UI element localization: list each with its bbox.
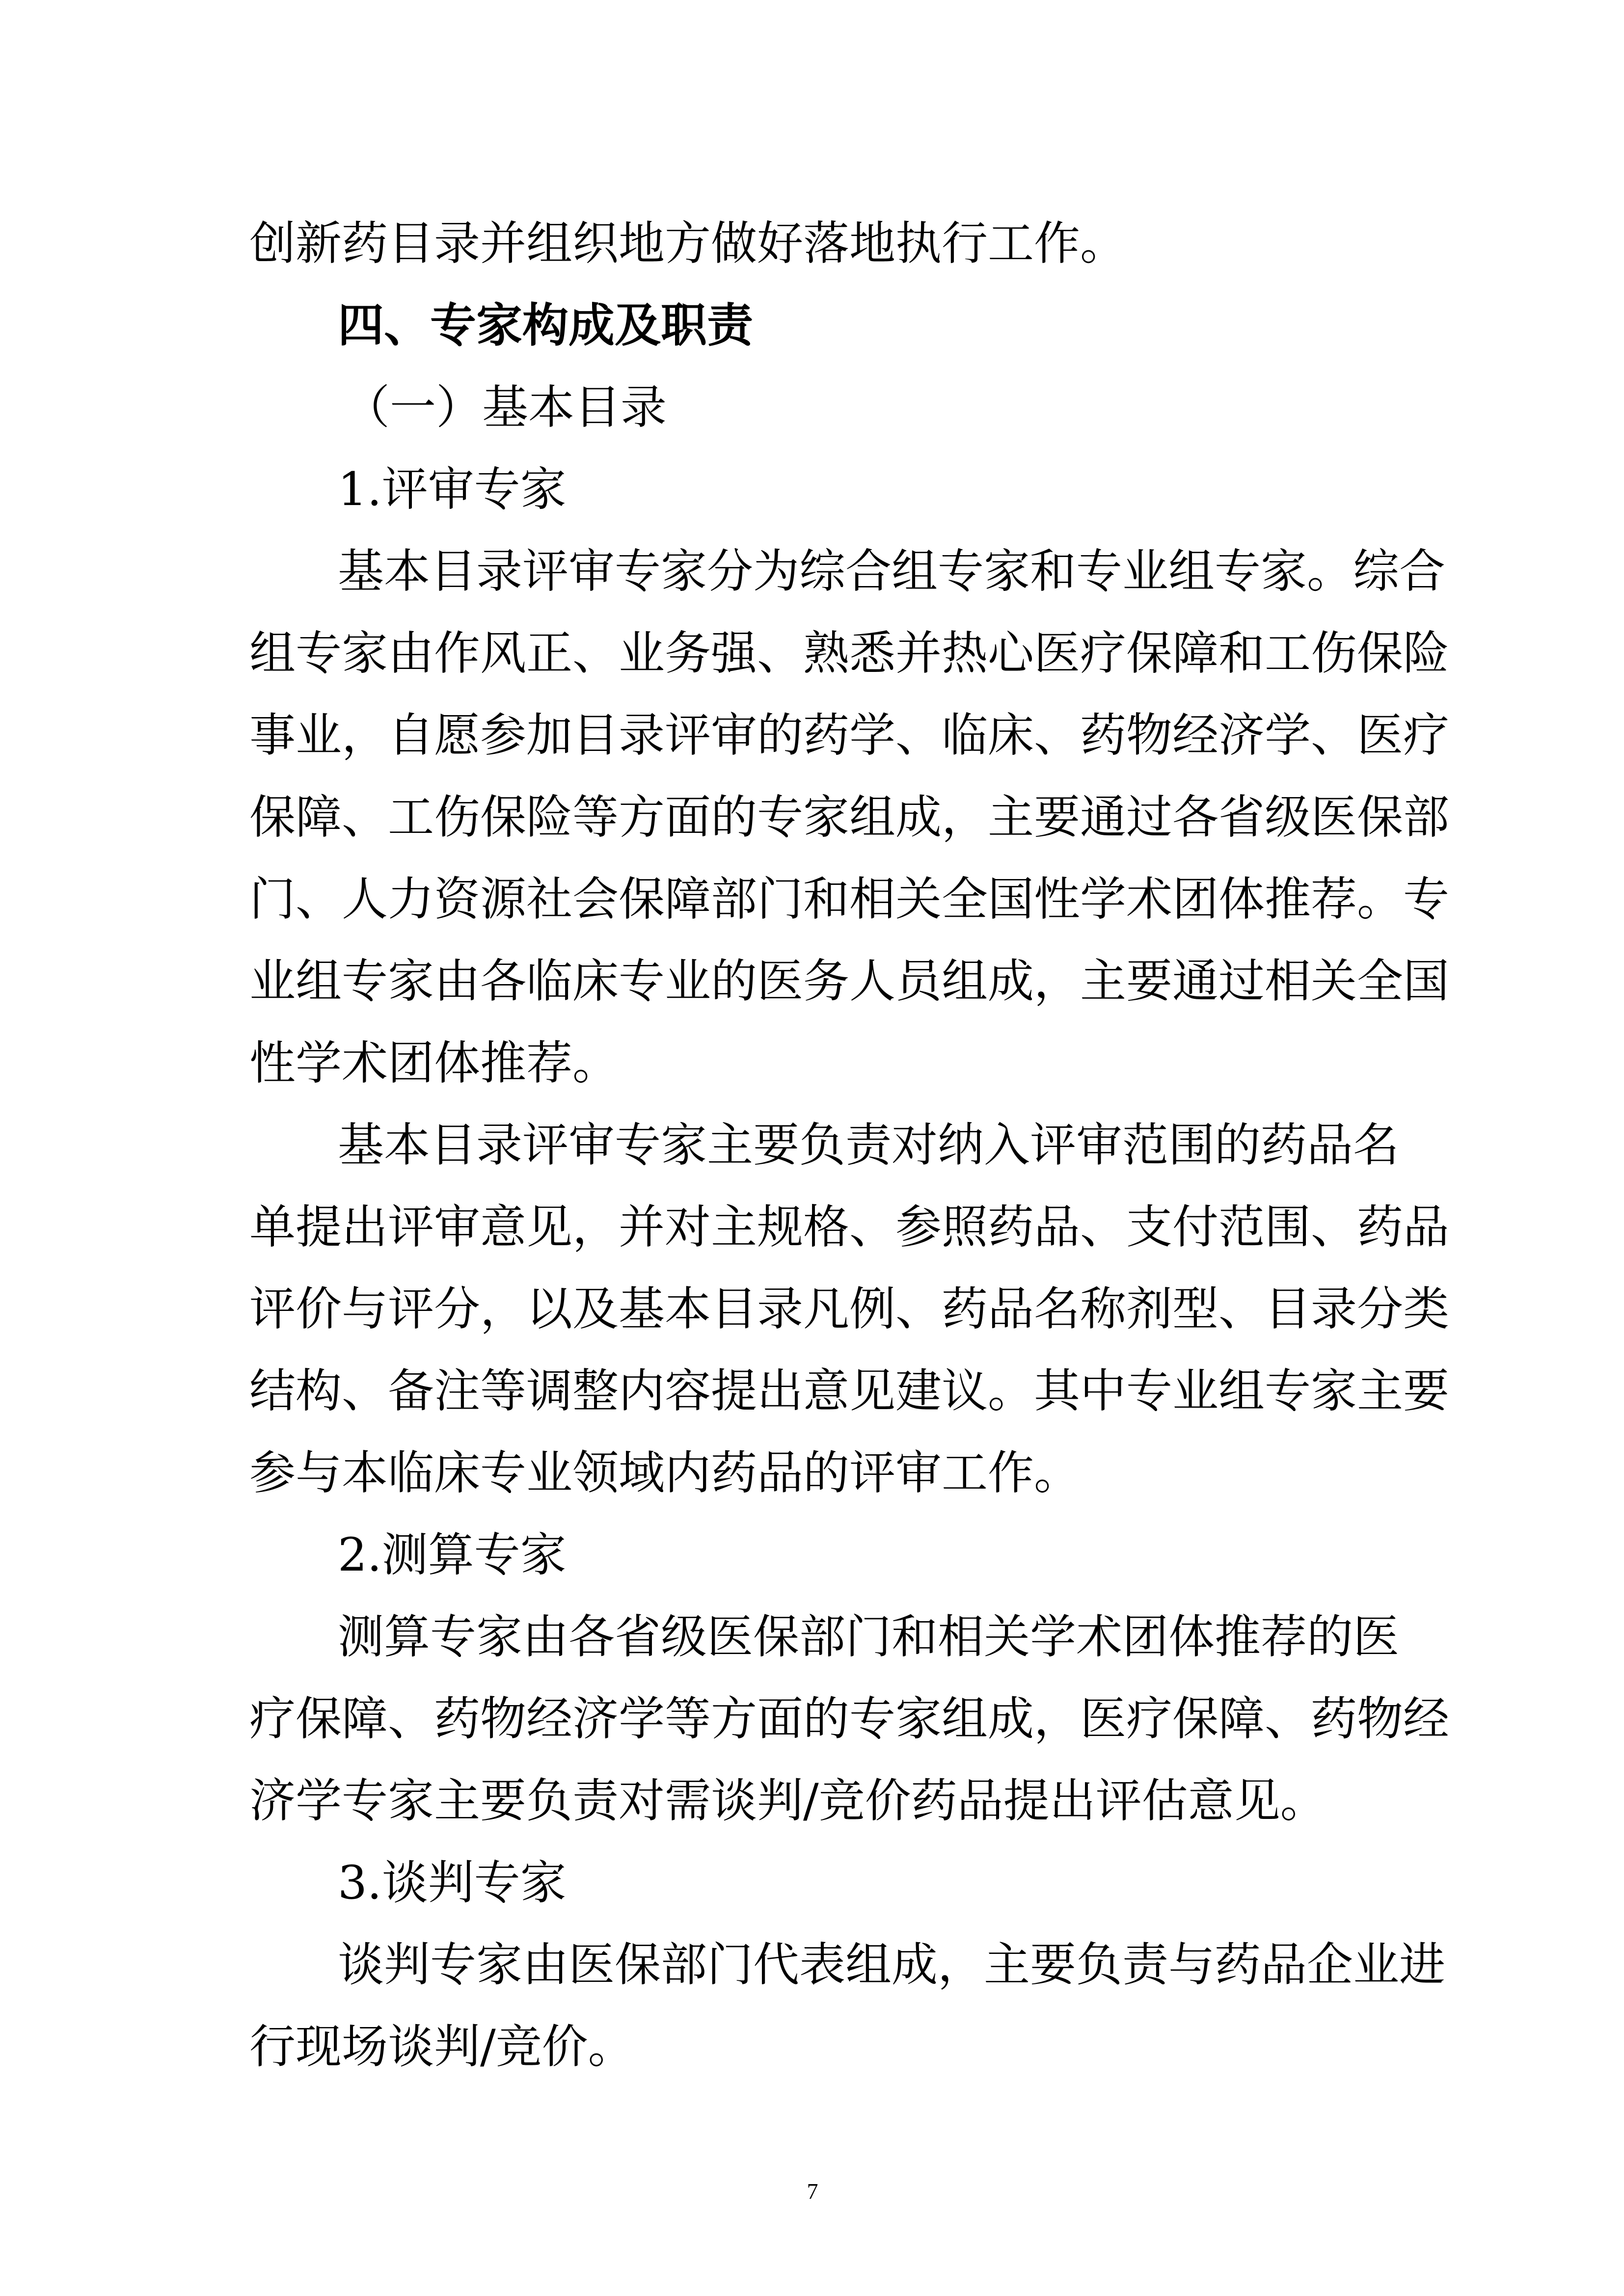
paragraph-line: 结构、备注等调整内容提出意见建议。其中专业组专家主要 (249, 1364, 1450, 1418)
paragraph-line: 测算专家由各省级医保部门和相关学术团体推荐的医 (338, 1610, 1400, 1664)
paragraph-line: 行现场谈判/竞价。 (249, 2020, 634, 2074)
paragraph-line: 事业，自愿参加目录评审的药学、临床、药物经济学、医疗 (249, 709, 1450, 762)
paragraph-line: 性学术团体推荐。 (249, 1037, 619, 1090)
paragraph-line: 基本目录评审专家分为综合组专家和专业组专家。综合 (338, 545, 1446, 598)
paragraph-line: 疗保障、药物经济学等方面的专家组成，医疗保障、药物经 (249, 1692, 1450, 1746)
paragraph-line: 保障、工伤保险等方面的专家组成，主要通过各省级医保部 (249, 791, 1450, 844)
paragraph-line: 业组专家由各临床专业的医务人员组成，主要通过相关全国 (249, 955, 1450, 1008)
paragraph-line: 组专家由作风正、业务强、熟悉并热心医疗保障和工伤保险 (249, 627, 1450, 680)
item-heading: 3.谈判专家 (338, 1856, 567, 1910)
item-heading: 2.测算专家 (338, 1528, 567, 1582)
paragraph-line: 单提出评审意见，并对主规格、参照药品、支付范围、药品 (249, 1201, 1450, 1254)
item-heading: 1.评审专家 (338, 463, 567, 516)
paragraph-line: 基本目录评审专家主要负责对纳入评审范围的药品名 (338, 1119, 1400, 1172)
paragraph-line: 谈判专家由医保部门代表组成，主要负责与药品企业进 (338, 1938, 1446, 1992)
paragraph-line: 济学专家主要负责对需谈判/竞价药品提出评估意见。 (249, 1774, 1326, 1828)
section-heading: 四、专家构成及职责 (338, 299, 754, 352)
subsection-heading: （一）基本目录 (344, 381, 667, 434)
paragraph-line: 参与本临床专业领域内药品的评审工作。 (249, 1446, 1081, 1500)
paragraph-line: 评价与评分，以及基本目录凡例、药品名称剂型、目录分类 (249, 1282, 1450, 1336)
paragraph-line: 创新药目录并组织地方做好落地执行工作。 (249, 217, 1127, 270)
paragraph-line: 门、人力资源社会保障部门和相关全国性学术团体推荐。专 (249, 873, 1450, 926)
page-number: 7 (807, 2179, 818, 2204)
